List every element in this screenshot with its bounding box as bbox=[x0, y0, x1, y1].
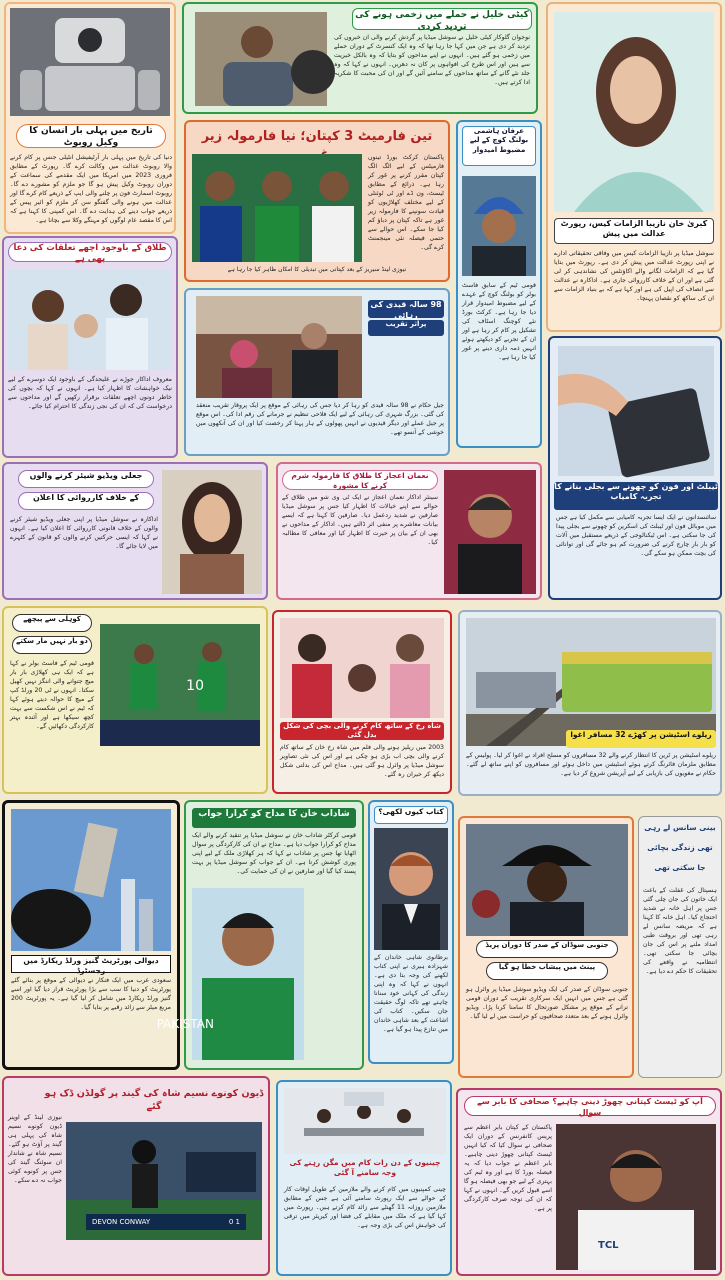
tablet-photo bbox=[558, 346, 714, 476]
srk-body: 2003 میں ریلیز ہونے والی فلم میں شاہ رخ خان کے ساتھ کام کرنے والی بچی اب بڑی ہو چکی ہے اور اس کی نئی تصاویر سوشل میڈیا پر وائرل ہو گئی ہیں۔ مداح اس کی بدلتی شکل دیکھ کر حیران رہ گئے۔ bbox=[280, 744, 444, 778]
kohli-body: قومی ٹیم کے فاسٹ بولر نے کہا ہے کہ ایک ہی کھلاڑی بار بار میچ جتوانے والی اننگز نہیں کھیل سکتا۔ انہوں نے ٹی 20 ورلڈ کپ کے میچ کا حوالہ دیتے ہوئے کہا کہ ٹیم نے اس شکست سے بہت کچھ سیکھا ہے اور آئندہ بہتر کارکردگی دکھائیں گے۔ bbox=[10, 660, 94, 730]
nauman-body: سینئر اداکار نعمان اعجاز نے ایک ٹی وی شو میں طلاق کے حوالے سے اپنے خیالات کا اظہار کیا جس پر سوشل میڈیا صارفین نے شدید ردعمل دیا۔ صارفین کا کہنا ہے کہ ایسے بیانات معاشرے پر منفی اثر ڈالتے ہیں۔ اداکار کے مداحوں نے بھی ان کے بیان پر حیرت کا اظہار کیا اور معافی کا مطالبہ کیا۔ bbox=[282, 494, 438, 546]
tablet-article bbox=[548, 336, 722, 600]
conway-body: نیوزی لینڈ کے اوپنر ڈیون کونوے نسیم شاہ کی پہلی ہی گیند پر آؤٹ ہو گئے۔ نسیم شاہ نے شاندار ان سوئنگ گیند کی جس پر کونوے کوئی جواب نہ دے سکے۔ bbox=[8, 1114, 62, 1184]
khalil-body: نوجوان گلوکار کیٹی خلیل نے سوشل میڈیا پر گردش کرنے والی ان خبروں کی تردید کر دی ہے جن میں کہا جا رہا تھا کہ وہ ایک کنسرٹ کے دوران حملے میں زخمی ہو گئے ہیں۔ انہوں نے اپنے مداحوں کو بتایا کہ وہ بالکل خیریت سے ہیں اور اس طرح کی افواہوں پر کان نہ دھریں۔ انہوں نے کہا کہ وہ جلد نئے گانے کے ساتھ مداحوں کے سامنے آئیں گے اور ان کی محبت کا شکریہ ادا کرتے ہیں۔ bbox=[334, 34, 530, 86]
release98-subtitle: پراثر تقریب bbox=[368, 320, 444, 336]
kinza-article bbox=[546, 2, 722, 332]
shadab-body: قومی کرکٹر شاداب خان نے سوشل میڈیا پر تنقید کرنے والے ایک مداح کو کرارا جواب دیا ہے۔ مداح نے ان کی کارکردگی پر سوال اٹھایا تھا جس پر شاداب نے کہا کہ ہر کھلاڑی ملک کے لیے اپنی پوری کوشش کرتا ہے۔ ان کے جواب کو سوشل میڈیا پر بہت پسند کیا گیا اور صارفین نے ان کی حمایت کی۔ bbox=[192, 832, 356, 875]
kinza-body: سوشل میڈیا پر نازیبا الزامات کیس میں وفاقی تحقیقاتی ادارے نے اپنی رپورٹ عدالت میں پیش کر دی ہے۔ رپورٹ میں بتایا گیا ہے کہ الزامات لگانے والے اکاؤنٹس کی نشاندہی کر لی گئی ہے اور ان کے خلاف کارروائی جاری ہے۔ اداکارہ نے عدالت سے انصاف کی اپیل کی ہے اور کہا ہے کہ بے بنیاد الزامات سے ان کی ساکھ کو نقصان پہنچا۔ bbox=[554, 250, 714, 302]
release98-title: 98 سالہ قیدی کی رہائی bbox=[368, 300, 444, 318]
divorce-article bbox=[2, 236, 178, 458]
celebration-icon bbox=[100, 624, 260, 746]
fakevideo-body: اداکارہ نے سوشل میڈیا پر اپنی جعلی ویڈیو شیئر کرنے والوں کے خلاف قانونی کارروائی کا اعلان کیا ہے۔ انہوں نے کہا کہ ایسی حرکتیں کرنے والوں کو قانون کے کٹہرے میں لایا جائے گا۔ bbox=[10, 516, 158, 550]
tablet-icon bbox=[558, 346, 714, 476]
shadab-article bbox=[156, 800, 364, 1070]
kohli-photo bbox=[100, 624, 260, 746]
diwali-body: سعودی عرب میں ایک فنکار نے دیوالی کے موقع پر بنائے گئے پورٹریٹ کو دنیا کا سب سے بڑا پورٹریٹ قرار دیا گیا اور اسے گنیز ورلڈ ریکارڈ میں شامل کر لیا گیا ہے۔ یہ پورٹریٹ 200 مربع میٹر سے زائد رقبے پر بنایا گیا۔ bbox=[11, 977, 171, 1011]
bowling-headline: عرفان ہاشمی بولنگ کوچ کے لیے مضبوط امیدوار bbox=[462, 126, 536, 166]
shadab-photo bbox=[156, 888, 304, 1060]
diwali-photo bbox=[11, 809, 171, 951]
president-icon bbox=[466, 824, 628, 936]
train-photo bbox=[466, 618, 716, 746]
train-article bbox=[458, 610, 722, 796]
release98-article bbox=[184, 288, 450, 456]
kinza-caption: کبریٰ خان نازیبا الزامات کیس، رپورٹ عدالت میں پیش bbox=[554, 218, 714, 244]
conway-headline: ڈیون کونوے نسیم شاہ کی گیند پر گولڈن ڈک ہو گئے bbox=[44, 1088, 264, 1112]
chinese-body: چینی کمپنیوں میں کام کرنے والے ملازمین کے طویل اوقات کار کے حوالے سے ایک رپورٹ سامنے آئی ہے جس کے مطابق ملازمین روزانہ 11 گھنٹے سے زائد کام کرتے ہیں۔ رپورٹ میں کہا گیا ہے کہ ملک میں مقابلے کی فضا اور کیریئر میں ترقی کی خواہش اس کی بڑی وجہ ہے۔ bbox=[284, 1186, 446, 1229]
book-article bbox=[368, 800, 454, 1064]
shadab-headline: شاداب خان کا مداح کو کرارا جواب bbox=[192, 808, 356, 828]
chinese-headline: چینیوں کے دن رات کام میں مگن رہنے کی وجہ سامنے آ گئی bbox=[289, 1158, 441, 1178]
sudan-article bbox=[458, 816, 634, 1078]
conway-photo bbox=[66, 1122, 262, 1240]
sudan-body: جنوبی سوڈان کے صدر کی ایک ویڈیو سوشل میڈیا پر وائرل ہو گئی ہے جس میں انہیں ایک سرکاری تقریب کے دوران قومی ترانے کے موقع پر مشکل صورتحال کا سامنا کرنا پڑا۔ ویڈیو وائرل ہونے کے بعد متعدد صحافیوں کو حراست میں لے لیا گیا۔ bbox=[466, 986, 628, 1020]
scorecard-player-name: DEVON CONWAY bbox=[92, 1218, 151, 1226]
prisoner-icon bbox=[196, 296, 362, 398]
captains-body: پاکستان کرکٹ بورڈ تینوں فارمیٹس کے لیے الگ الگ کپتان مقرر کرنے پر غور کر رہا ہے۔ ذرائع کے مطابق ٹیسٹ، ون ڈے اور ٹی ٹوئنٹی کے لیے مختلف کھلاڑیوں کو قیادت سونپنے کا فارمولہ زیر غور ہے تاکہ کپتان پر دباؤ کم کیا جا سکے۔ اس حوالے سے حتمی فیصلہ نئی مینجمنٹ کرے گی۔ bbox=[368, 154, 444, 251]
robot-article bbox=[4, 2, 176, 234]
srk-caption: شاہ رخ کے ساتھ کام کرنے والی بچی کی شکل بدل گئی bbox=[280, 722, 444, 740]
captains-article bbox=[184, 120, 450, 282]
srk-photo bbox=[280, 618, 444, 718]
shadab-body-side bbox=[308, 888, 356, 1060]
babar-photo bbox=[556, 1124, 716, 1270]
diwali-article bbox=[2, 800, 180, 1070]
robot-body: دنیا کی تاریخ میں پہلی بار آرٹیفیشل انٹیلی جنس پر کام کرنے والا روبوٹ عدالت میں وکالت کرے گا۔ رپورٹ کے مطابق فروری 2023 میں امریکا میں ایک مقدمے کی سماعت کے دوران روبوٹ وکیل پیش ہو گا جو ملزم کو مشورے دے گا۔ روبوٹ اسمارٹ فون پر چلنے والی ایپ کے ذریعے کام کرے گا اور عدالت میں ہونے والی گفتگو سن کر ملزم کو ائیر پیس کے ذریعے جواب دینے کی ہدایت دے گا۔ اس کمپنی کا کہنا ہے کہ اس کا مقصد عام لوگوں کو مہنگے وکلا سے بچانا ہے۔ bbox=[10, 154, 172, 224]
fakevideo-photo bbox=[162, 470, 262, 594]
kohli-article bbox=[2, 606, 268, 794]
kohli-body-extra bbox=[100, 750, 260, 790]
coach-icon bbox=[462, 176, 536, 276]
svg-text:10: 10 bbox=[186, 678, 204, 694]
robot-headline: تاریخ میں پہلی بار انسان کا وکیل روبوٹ bbox=[16, 124, 166, 148]
fakevideo-headline-2: کے خلاف کارروائی کا اعلان bbox=[18, 492, 154, 510]
captains-photo bbox=[192, 154, 362, 262]
bowling-photo bbox=[462, 176, 536, 276]
prince-icon bbox=[374, 828, 448, 950]
diwali-caption: دیوالی پورٹریٹ گنیز ورلڈ ریکارڈ میں رجسٹرڈ bbox=[11, 955, 171, 973]
tablet-caption: ٹیبلٹ اور فون کو چھونے سے بجلی بنانے کا تجربہ کامیاب bbox=[554, 482, 718, 510]
person-icon bbox=[195, 12, 327, 106]
fakevideo-article bbox=[2, 462, 268, 600]
skyline-icon bbox=[11, 809, 171, 951]
train-icon bbox=[466, 618, 716, 746]
three-players-icon bbox=[192, 154, 362, 262]
release98-photo bbox=[196, 296, 362, 398]
jersey-logo: TCL bbox=[598, 1240, 619, 1251]
family-icon bbox=[8, 270, 172, 370]
captains-headline: تین فارمیٹ 3 کپتان؛ نیا فارمولہ زیر bbox=[201, 129, 433, 144]
scorecard bbox=[86, 1214, 246, 1230]
divorce-body: معروف اداکار جوڑے نے علیحدگی کے باوجود ایک دوسرے کے لیے نیک خواہشات کا اظہار کیا ہے۔ انہوں نے کہا کہ بچوں کی خاطر دونوں اچھے تعلقات برقرار رکھیں گے اور مداحوں سے درخواست کی کہ ان کی نجی زندگی کا احترام کیا جائے۔ bbox=[8, 376, 172, 410]
breath-headline-1: بینی سانس لے رہی bbox=[644, 823, 716, 832]
breath-headline-2: تھی زندگی بچائی bbox=[647, 843, 713, 852]
cricketer-icon bbox=[156, 888, 304, 1060]
book-headline: کتاب کیوں لکھی؟ bbox=[374, 806, 448, 824]
kohli-headline-1: کوہلی سے پیچھے bbox=[12, 614, 92, 632]
release98-body: جیل حکام نے 98 سالہ قیدی کو رہا کر دیا جس کی رہائی کے موقع پر ایک پروقار تقریب منعقد کی گئی۔ بزرگ شہری کی رہائی کے لیے ایک فلاحی تنظیم نے جرمانے کی رقم ادا کی۔ اس موقع پر جیل عملے اور دیگر قیدیوں نے انہیں پھولوں کے ہار پہنا کر رخصت کیا اور ان کی آنکھوں میں خوشی کے آنسو تھے۔ bbox=[196, 402, 444, 436]
babar-body: پاکستان کے کپتان بابر اعظم سے پریس کانفرنس کے دوران ایک صحافی نے سوال کیا کہ کیا انہیں ٹیسٹ کپتانی چھوڑ دینی چاہیے۔ بابر اعظم نے جواب دیا کہ یہ فیصلہ بورڈ کا ہے اور وہ ٹیم کی بہتری کے لیے جو بھی فیصلہ ہو گا اسے قبول کریں گے۔ انہوں نے کہا کہ ان کی توجہ صرف کارکردگی پر ہے۔ bbox=[464, 1124, 552, 1212]
captains-footer: نیوزی لینڈ سیریز کے بعد کپتانی میں تبدیلی کا امکان ظاہر کیا جا رہا ہے bbox=[227, 266, 407, 273]
breath-headline-3: جا سکتی تھی bbox=[654, 863, 706, 872]
train-caption: ریلوے اسٹیشن پر کھڑے 32 مسافر اغوا bbox=[566, 730, 716, 748]
khalil-photo bbox=[195, 12, 327, 106]
bowling-article bbox=[456, 120, 542, 448]
srk-article bbox=[272, 610, 452, 794]
conway-article bbox=[2, 1076, 270, 1276]
book-photo bbox=[374, 828, 448, 950]
fakevideo-headline-1: جعلی ویڈیو شیئر کرنے والوں bbox=[18, 470, 154, 488]
tablet-body: سائنسدانوں نے ایک ایسا تجربہ کامیابی سے مکمل کیا ہے جس میں موبائل فون اور ٹیبلٹ کی اسکرین کو چھونے سے بجلی پیدا کی جا سکتی ہے۔ اس ٹیکنالوجی کے ذریعے مستقبل میں آلات کو بار بار چارج کرنے کی ضرورت کم ہو جائے گی اور توانائی کی بچت ممکن ہو سکے گی۔ bbox=[556, 514, 716, 557]
bowling-body: قومی ٹیم کے سابق فاسٹ بولر کو بولنگ کوچ کے عہدے کے لیے مضبوط امیدوار قرار دیا جا رہا ہے۔ کرکٹ بورڈ نئے کوچنگ اسٹاف کی تشکیل پر کام کر رہا ہے اور ان کے تجربے کو دیکھتے ہوئے انہیں ذمہ داری دینے پر غور کیا جا رہا ہے۔ bbox=[462, 282, 536, 361]
actress-icon bbox=[162, 470, 262, 594]
robot-icon bbox=[10, 8, 170, 116]
chinese-photo bbox=[284, 1088, 446, 1154]
train-body: ریلوے اسٹیشن پر ٹرین کا انتظار کرنے والے 32 مسافروں کو مسلح افراد نے اغوا کر لیا۔ پولیس کے مطابق ملزمان فائرنگ کرتے ہوئے اسٹیشن میں داخل ہوئے اور مسافروں کو اپنے ساتھ لے گئے۔ حکام نے مغویوں کی بازیابی کے لیے آپریشن شروع کر دیا ہے۔ bbox=[466, 752, 716, 777]
chinese-article bbox=[276, 1080, 452, 1276]
sudan-caption-1: جنوبی سوڈان کے صدر کا دوران پریڈ bbox=[476, 940, 618, 958]
khalil-article bbox=[182, 2, 538, 114]
woman-icon bbox=[554, 12, 714, 212]
robot-photo bbox=[10, 8, 170, 116]
kohli-headline-2: دو بار نہیں مار سکتے bbox=[12, 636, 92, 654]
divorce-headline: طلاق کے باوجود اچھے تعلقات کی دعا بھی ہے bbox=[8, 242, 172, 262]
actor-icon bbox=[444, 470, 536, 594]
divorce-photo bbox=[8, 270, 172, 370]
babar-article bbox=[456, 1088, 722, 1276]
svg-text:PAKISTAN: PAKISTAN bbox=[156, 1017, 214, 1031]
kinza-photo bbox=[554, 12, 714, 212]
breath-article bbox=[638, 816, 722, 1078]
babar-headline: آپ کو ٹیسٹ کپتانی چھوڑ دینی چاہیے؟ صحافی کا بابر سے سوال bbox=[464, 1096, 716, 1116]
nauman-article bbox=[276, 462, 542, 600]
scorecard-score: 0 1 bbox=[228, 1218, 240, 1226]
nauman-headline: نعمان اعجاز کا طلاق کا فارمولہ شرم کرنے کا مشورہ bbox=[282, 470, 438, 490]
khalil-headline: کیٹی خلیل نے حملے میں زخمی ہونے کی تردید کردی bbox=[352, 8, 532, 30]
collage-icon bbox=[280, 618, 444, 718]
nauman-photo bbox=[444, 470, 536, 594]
book-body: برطانوی شاہی خاندان کے شہزادہ ہیری نے اپنی کتاب لکھنے کی وجہ بتا دی ہے۔ انہوں نے کہا کہ وہ اپنی زندگی کی کہانی خود سنانا چاہتے تھے تاکہ لوگ حقیقت جان سکیں۔ کتاب کی اشاعت کے بعد شاہی خاندان میں تنازع پیدا ہو گیا ہے۔ bbox=[374, 954, 448, 1033]
office-icon bbox=[284, 1088, 446, 1154]
sudan-caption-2: پینٹ میں پیشاب خطا ہو گیا bbox=[486, 962, 608, 980]
breath-body: ہسپتال کی غفلت کے باعث ایک خاتون کی جان چلی گئی جس پر اہل خانہ نے شدید احتجاج کیا۔ اہل خانہ کا کہنا ہے کہ مریضہ سانس لے رہی تھی اور بروقت طبی امداد ملنے پر اس کی جان بچائی جا سکتی تھی۔ انتظامیہ نے واقعے کی تحقیقات کا حکم دے دیا ہے۔ bbox=[643, 887, 717, 975]
conway-body-extra bbox=[66, 1244, 262, 1272]
sudan-photo bbox=[466, 824, 628, 936]
